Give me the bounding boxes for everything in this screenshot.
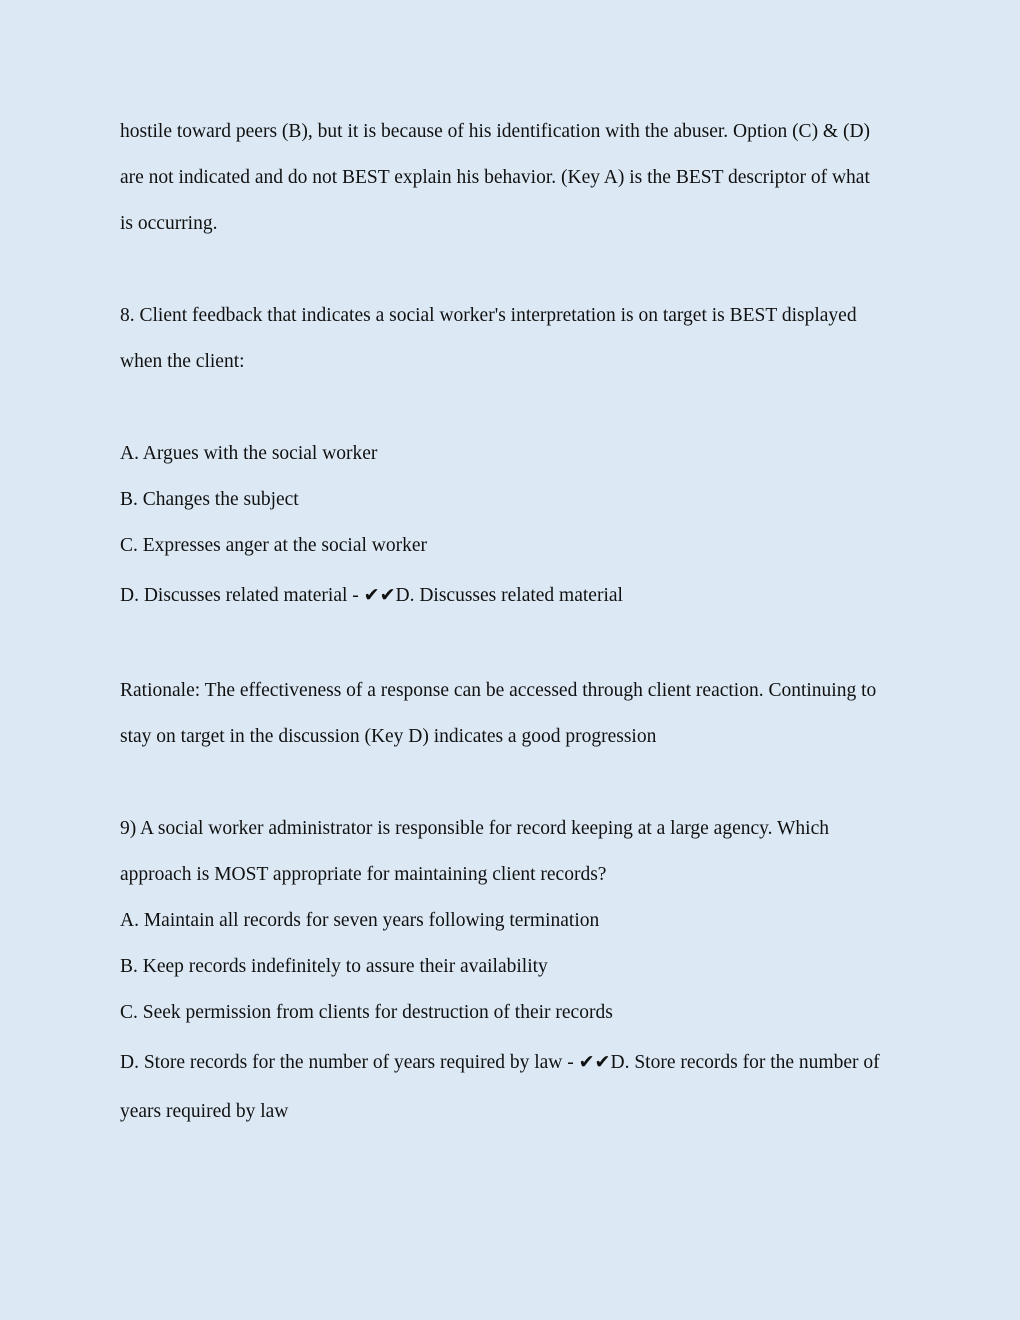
question-9-stem-line-1: 9) A social worker administrator is responsible for record keeping at a large agency. Which <box>120 818 829 839</box>
double-check-icon: ✔✔ <box>578 1051 611 1073</box>
question-9-option-d-text: D. Store records for the number of years required by law - <box>120 1052 579 1073</box>
question-8-stem-line-2: when the client: <box>120 351 245 372</box>
intro-line-2: are not indicated and do not BEST explain his behavior. (Key A) is the BEST descriptor of what <box>120 167 870 188</box>
question-8-option-d-text: D. Discusses related material - <box>120 585 364 606</box>
question-9-stem-line-2: approach is MOST appropriate for maintaining client records? <box>120 864 607 885</box>
question-8-option-a: A. Argues with the social worker <box>120 443 378 464</box>
question-8-rationale-line-1: Rationale: The effectiveness of a response can be accessed through client reaction. Continuing to <box>120 680 877 701</box>
question-9-option-d <box>120 1050 880 1075</box>
question-9-answer-line-2: years required by law <box>120 1101 289 1122</box>
question-9-option-c: C. Seek permission from clients for destruction of their records <box>120 1002 613 1023</box>
question-8-option-c: C. Expresses anger at the social worker <box>120 535 428 556</box>
double-check-icon: ✔✔ <box>363 584 396 606</box>
question-9-option-b: B. Keep records indefinitely to assure their availability <box>120 956 548 977</box>
question-8-answer: D. Discusses related material <box>395 585 623 606</box>
intro-line-3: is occurring. <box>120 213 218 234</box>
question-8-option-d <box>120 583 623 608</box>
question-8-option-b: B. Changes the subject <box>120 489 299 510</box>
question-9-option-a: A. Maintain all records for seven years following termination <box>120 910 600 931</box>
question-8-stem-line-1: 8. Client feedback that indicates a social worker's interpretation is on target is BEST displayed <box>120 305 857 326</box>
question-8-rationale-line-2: stay on target in the discussion (Key D) indicates a good progression <box>120 726 657 747</box>
intro-line-1: hostile toward peers (B), but it is because of his identification with the abuser. Option (C) & (D) <box>120 121 871 142</box>
question-9-answer-line-1: D. Store records for the number of <box>610 1052 880 1073</box>
